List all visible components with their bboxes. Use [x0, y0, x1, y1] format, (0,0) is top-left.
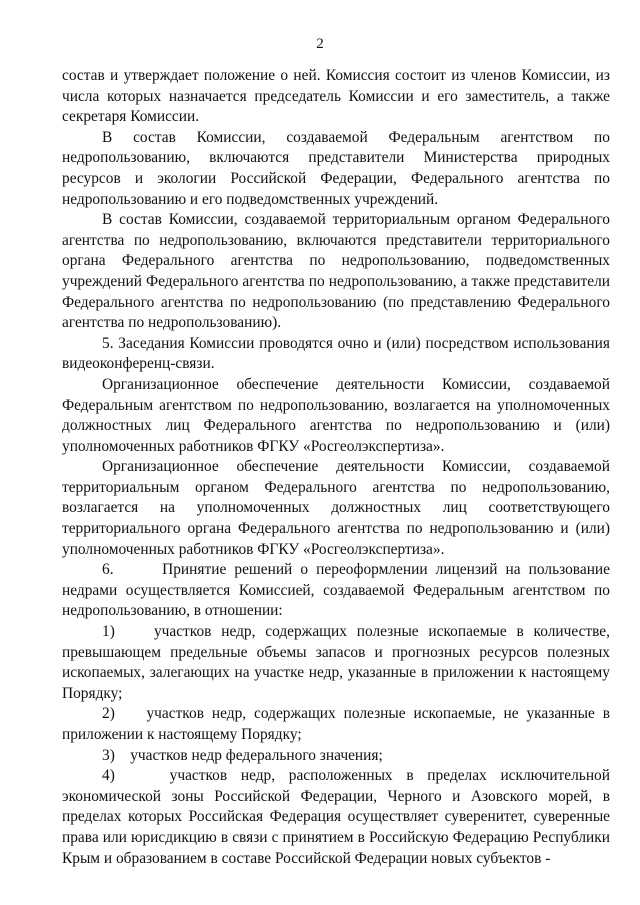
paragraph-federal-agency-commission: В состав Комиссии, создаваемой Федеральным агентством по недропользованию, включаются представители Министерства природных ресурсов и экологии Российской Федерации, Федерального агентства по недропользованию и его подведомственных учреждений.	[62, 128, 610, 208]
paragraph-commission-composition: состав и утверждает положение о ней. Комиссия состоит из членов Комиссии, из числа которых назначается председатель Комиссии и его заместитель, а также секретаря Комиссии.	[62, 67, 610, 126]
list-item-2: 2) участков недр, содержащих полезные ископаемые, не указанные в приложении к настоящему Порядку;	[62, 705, 610, 743]
page-number: 2	[316, 36, 324, 52]
paragraph-organizational-support-territorial: Организационное обеспечение деятельности Комиссии, создаваемой территориальным органом Федерального агентства по недропользованию, возлагается на уполномоченных должностных лиц соответствующего территориального органа Федерального агентства по недропользованию и (или) уполномоченных работников ФГКУ «Росгеолэкспертиза».	[62, 458, 610, 558]
paragraph-section-6-decisions: 6. Принятие решений о переоформлении лицензий на пользование недрами осуществляется Комиссией, создаваемой Федеральным агентством по недропользованию, в отношении:	[62, 561, 610, 620]
list-item-3: 3) участков недр федерального значения;	[102, 746, 383, 764]
list-item-4: 4) участков недр, расположенных в пределах исключительной экономической зоны Российской Федерации, Черного и Азовского морей, в пределах которых Российская Федерация осуществляет суверенитет, суверенные права или юрисдикцию в связи с принятием в Российскую Федерацию Республики Крым и образованием в составе Российской Федерации новых субъектов -	[62, 767, 610, 867]
paragraph-organizational-support-federal: Организационное обеспечение деятельности Комиссии, создаваемой Федеральным агентством по недропользованию, возлагается на уполномоченных должностных лиц Федерального агентства по недропользованию и (или) уполномоченных работников ФГКУ «Росгеолэкспертиза».	[62, 375, 610, 455]
paragraph-territorial-commission: В состав Комиссии, создаваемой территориальным органом Федерального агентства по недропользованию, включаются представители территориального органа Федерального агентства по недропользованию, подведомственных учреждений Федерального агентства по недропользованию, а также представители Федерального агентства по недропользованию (по представлению Федерального агентства по недропользованию).	[62, 211, 610, 332]
document-body	[62, 66, 610, 869]
paragraph-section-5-meetings: 5. Заседания Комиссии проводятся очно и (или) посредством использования видеоконференц-связи.	[62, 334, 610, 373]
list-item-1: 1) участков недр, содержащих полезные ископаемые в количестве, превышающем предельные объемы запасов и прогнозных ресурсов полезных ископаемых, залегающих на участке недр, указанные в приложении к настоящему Порядку;	[62, 623, 610, 702]
